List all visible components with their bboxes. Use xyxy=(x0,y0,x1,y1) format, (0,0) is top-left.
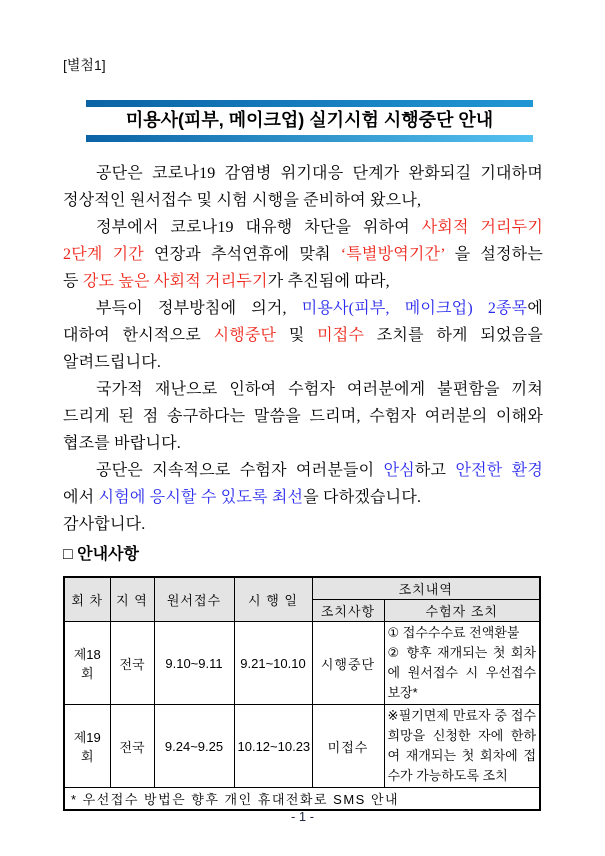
col-header-exam-date: 시 행 일 xyxy=(234,577,312,622)
red-emphasis-text: 미접수 xyxy=(317,327,365,344)
table-row xyxy=(64,705,540,788)
body-text-segment: 에서 xyxy=(63,489,99,506)
cell-action: 미접수 xyxy=(312,705,384,788)
red-emphasis-text: 강도 높은 사회적 거리두기 xyxy=(82,273,268,290)
body-line-p4-3 xyxy=(63,430,543,457)
blue-emphasis-text: 시험에 응시할 수 있도록 최선 xyxy=(98,489,304,506)
body-text-segment: 연장과 추석연휴에 맞춰 xyxy=(143,246,341,263)
body-line-p2-2 xyxy=(63,241,543,268)
title-top-bar xyxy=(86,100,533,107)
body-line-p2-1 xyxy=(63,214,543,241)
body-text-segment: 을 설정하는 xyxy=(445,246,543,263)
col-header-action-group: 조치내역 xyxy=(312,577,540,600)
body-text-segment: 공단은 지속적으로 수험자 여러분들이 xyxy=(96,462,384,479)
body-text-segment: 부득이 정부방침에 의거, xyxy=(96,300,302,317)
cell-action: 시행중단 xyxy=(312,622,384,705)
cell-application: 9.24~9.25 xyxy=(154,705,234,788)
table-header xyxy=(64,577,540,622)
cell-exam-date: 9.21~10.10 xyxy=(234,622,312,705)
body-text-segment: 가 추진됨에 따라, xyxy=(267,273,390,290)
cell-examinee-action xyxy=(384,622,540,705)
red-emphasis-text: 시행중단 xyxy=(213,327,277,344)
page-number: - 1 - xyxy=(290,809,315,824)
blue-emphasis-text: 안심 xyxy=(383,462,415,479)
cell-region: 전국 xyxy=(110,705,154,788)
body-line-p3-1 xyxy=(63,295,543,322)
section-heading: □ 안내사항 xyxy=(63,546,139,563)
examinee-action-item: ※필기면제 만료자 중 접수희망을 신청한 자에 한하여 재개되는 첫 회차에 접수가 가능하도록 조치 xyxy=(387,708,537,783)
body-text-segment: 정상적인 원서접수 및 시험 시행을 준비하여 왔으나, xyxy=(63,192,422,209)
body-text-segment: 협조를 바랍니다. xyxy=(63,435,181,452)
table-footnote-row xyxy=(64,788,540,811)
cell-round: 제18회 xyxy=(64,622,110,705)
body-text-segment: 대하여 한시적으로 xyxy=(63,327,214,344)
body-text-segment: 감사합니다. xyxy=(63,516,146,533)
table-row xyxy=(64,622,540,705)
attachment-label: [별첨1] xyxy=(63,57,106,73)
body-line-p5-2 xyxy=(63,484,543,511)
body-line-p5-1 xyxy=(63,457,543,484)
body-text-segment: 공단은 코로나19 감염병 위기대응 단계가 완화되길 기대하며 xyxy=(96,165,543,182)
red-emphasis-text: 사회적 거리두기 xyxy=(421,219,543,236)
body-line-p3-2 xyxy=(63,322,543,349)
cell-exam-date: 10.12~10.23 xyxy=(234,705,312,788)
body-line-p3-3 xyxy=(63,349,543,376)
body-line-p6-1 xyxy=(63,511,543,538)
body-text-segment: 조치를 하게 되었음을 xyxy=(364,327,543,344)
red-emphasis-text: ‘특별방역기간’ xyxy=(340,246,446,263)
page-title: 미용사(피부, 메이크업) 실기시험 시행중단 안내 xyxy=(125,110,494,130)
body-text-segment: 을 다하겠습니다. xyxy=(303,489,422,506)
body-text xyxy=(63,160,543,538)
body-line-p2-3 xyxy=(63,268,543,295)
notice-table xyxy=(63,576,541,811)
body-text-segment: 알려드립니다. xyxy=(63,354,162,371)
body-text-segment: 정부에서 코로나19 대유행 차단을 위하여 xyxy=(96,219,422,236)
title-block xyxy=(86,100,533,142)
table-footnote: * 우선접수 방법은 향후 개인 휴대전화로 SMS 안내 xyxy=(64,788,540,811)
cell-round: 제19회 xyxy=(64,705,110,788)
red-emphasis-text: 2단계 기간 xyxy=(63,246,144,263)
body-text-segment: 등 xyxy=(63,273,83,290)
blue-emphasis-text: 안전한 환경 xyxy=(455,462,543,479)
col-header-action: 조치사항 xyxy=(312,600,384,622)
body-line-p4-2 xyxy=(63,403,543,430)
examinee-action-item: ① 접수수수료 전액환불 xyxy=(387,625,520,640)
body-text-segment: 국가적 재난으로 인하여 수험자 여러분에게 불편함을 끼쳐 xyxy=(96,381,543,398)
cell-region: 전국 xyxy=(110,622,154,705)
body-line-p1-2 xyxy=(63,187,543,214)
body-line-p4-1 xyxy=(63,376,543,403)
examinee-action-item: ② 향후 재개되는 첫 회차에 원서접수 시 우선접수 보장* xyxy=(387,645,537,700)
blue-emphasis-text: 미용사(피부, 메이크업) 2종목 xyxy=(301,300,528,317)
body-text-segment: 드리게 된 점 송구하다는 말씀을 드리며, 수험자 여러분의 이해와 xyxy=(63,408,543,425)
col-header-region: 지 역 xyxy=(110,577,154,622)
body-text-segment: 에 xyxy=(527,300,543,317)
body-line-p1-1 xyxy=(63,160,543,187)
cell-application: 9.10~9.11 xyxy=(154,622,234,705)
col-header-examinee-action: 수험자 조치 xyxy=(384,600,540,622)
table-body xyxy=(64,622,540,788)
col-header-application: 원서접수 xyxy=(154,577,234,622)
col-header-round: 회 차 xyxy=(64,577,110,622)
cell-examinee-action xyxy=(384,705,540,788)
title-bottom-bar xyxy=(86,135,533,142)
body-text-segment: 하고 xyxy=(414,462,456,479)
body-text-segment: 및 xyxy=(276,327,318,344)
